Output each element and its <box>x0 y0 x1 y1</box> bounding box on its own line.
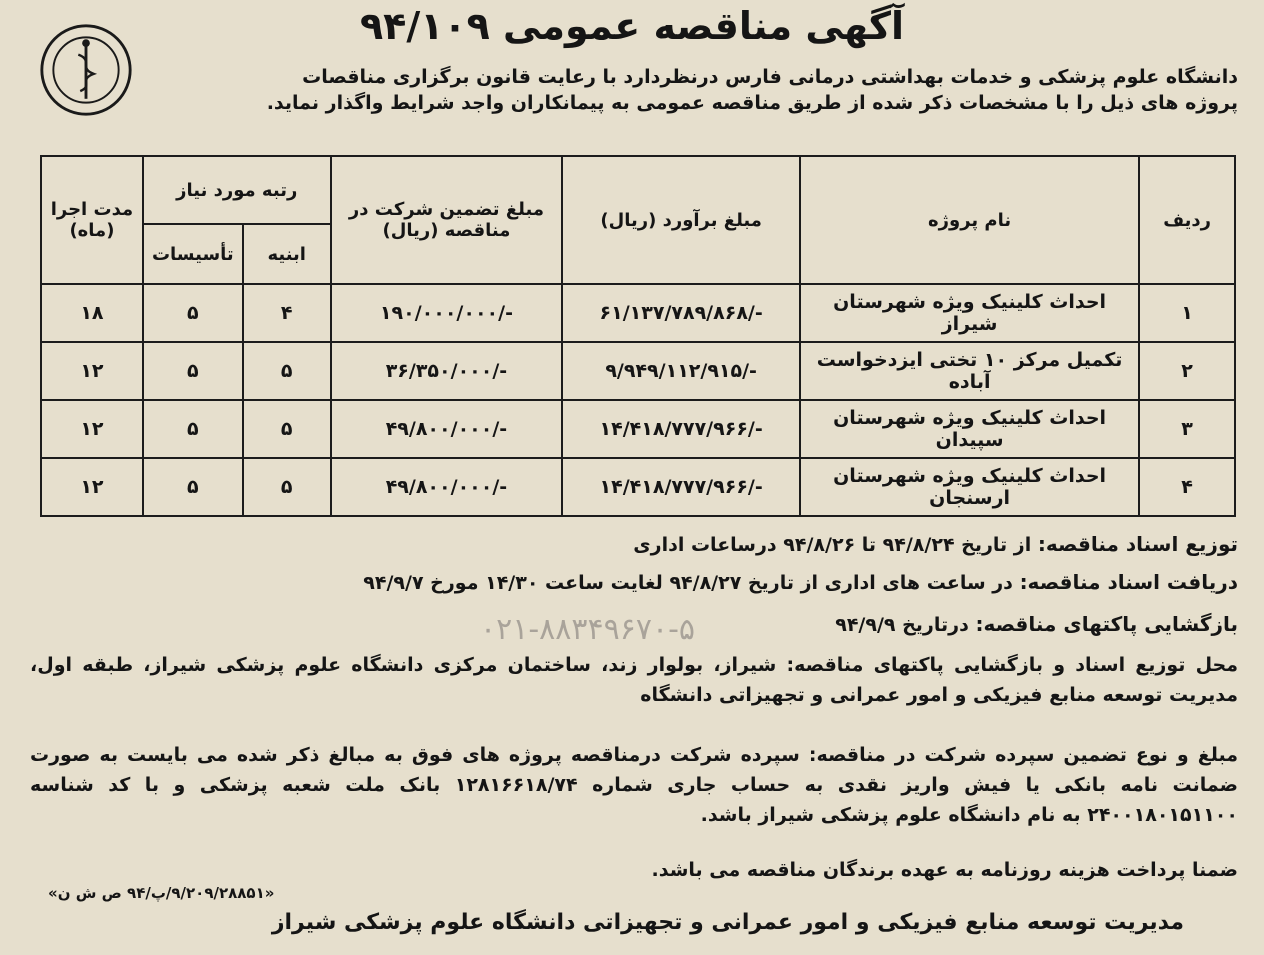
header-rank: رتبه مورد نیاز <box>143 156 331 224</box>
location-text-2: اول، مدیریت توسعه منابع فیزیکی و امور عمرانی و تجهیزاتی دانشگاه <box>30 654 1238 706</box>
location-paragraph <box>30 650 1238 710</box>
header-rank-building: ابنیه <box>243 224 331 284</box>
guarantee-amount: ۴۹/۸۰۰/۰۰۰/- <box>331 458 563 516</box>
project-name: احداث کلینیک ویژه شهرستان شیراز <box>800 284 1139 342</box>
project-name: تکمیل مرکز ۱۰ تختی ایزدخواست آباده <box>800 342 1139 400</box>
signature: مدیریت توسعه منابع فیزیکی و امور عمرانی و تجهیزاتی دانشگاه علوم پزشکی شیراز <box>271 910 1184 935</box>
distribution-text: از تاریخ ۹۴/۸/۲۴ تا ۹۴/۸/۲۶ درساعات اداری <box>633 534 1032 556</box>
duration-months: ۱۲ <box>41 400 143 458</box>
opening-label: بازگشایی پاکتهای مناقصه: <box>975 612 1238 636</box>
rank-facilities: ۵ <box>143 342 243 400</box>
intro-line-2: پروژه های ذیل را با مشخصات ذکر شده از طریق مناقصه عمومی به پیمانکاران واجد شرایط واگذار نماید. <box>266 92 1238 114</box>
header-duration: مدت اجرا (ماه) <box>41 156 143 284</box>
rank-building: ۵ <box>243 400 331 458</box>
rank-facilities: ۵ <box>143 284 243 342</box>
table-row <box>41 400 1235 458</box>
intro-line-1: دانشگاه علوم پزشکی و خدمات بهداشتی درمانی فارس درنظردارد با رعایت قانون برگزاری مناقصات <box>302 66 1238 88</box>
project-name: احداث کلینیک ویژه شهرستان سپیدان <box>800 400 1139 458</box>
duration-months: ۱۸ <box>41 284 143 342</box>
receipt-line <box>26 568 1238 597</box>
receipt-label: دریافت اسناد مناقصه: <box>1019 570 1238 594</box>
phone-number: ۰۲۱-۸۸۳۴۹۶۷۰-۵ <box>480 612 696 647</box>
guarantee-paragraph <box>30 740 1238 830</box>
header-project-name: نام پروژه <box>800 156 1139 284</box>
table-row <box>41 342 1235 400</box>
rank-building: ۵ <box>243 342 331 400</box>
rank-building: ۴ <box>243 284 331 342</box>
guarantee-amount: ۴۹/۸۰۰/۰۰۰/- <box>331 400 563 458</box>
receipt-text: در ساعت های اداری از تاریخ ۹۴/۸/۲۷ لغایت ساعت ۱۴/۳۰ مورخ ۹۴/۹/۷ <box>363 572 1013 594</box>
header-row-number: ردیف <box>1139 156 1235 284</box>
header-rank-facilities: تأسیسات <box>143 224 243 284</box>
rank-building: ۵ <box>243 458 331 516</box>
row-number: ۱ <box>1139 284 1235 342</box>
location-text-1: شیراز، بولوار زند، ساختمان مرکزی دانشگاه علوم پزشکی شیراز، طبقه <box>82 654 777 676</box>
guarantee-label: مبلغ و نوع تضمین سپرده شرکت در مناقصه: <box>808 744 1238 766</box>
rank-facilities: ۵ <box>143 400 243 458</box>
notice-title: آگهی مناقصه عمومی ۹۴/۱۰۹ <box>359 4 905 48</box>
table-row <box>41 458 1235 516</box>
row-number: ۳ <box>1139 400 1235 458</box>
cost-note: ضمنا پرداخت هزینه روزنامه به عهده برندگان مناقصه می باشد. <box>651 859 1238 881</box>
project-name: احداث کلینیک ویژه شهرستان ارسنجان <box>800 458 1139 516</box>
header-guarantee: مبلغ تضمین شرکت در مناقصه (ریال) <box>331 156 563 284</box>
guarantee-amount: ۱۹۰/۰۰۰/۰۰۰/- <box>331 284 563 342</box>
guarantee-text-2: به صورت ضمانت نامه بانکی یا فیش واریز نقدی به حساب جاری شماره ۱۲۸۱۶۶۱۸/۷۴ بانک ملت شعبه پزشکی و با <box>30 744 1238 796</box>
guarantee-text-3: کد شناسه ۲۴۰۰۱۸۰۱۵۱۱۰۰ به نام دانشگاه علوم پزشکی شیراز باشد. <box>30 774 1238 826</box>
distribution-label: توزیع اسناد مناقصه: <box>1037 532 1238 556</box>
location-label: محل توزیع اسناد و بازگشایی پاکتهای مناقصه: <box>786 654 1238 676</box>
estimate-amount: ۱۴/۴۱۸/۷۷۷/۹۶۶/- <box>562 400 800 458</box>
guarantee-amount: ۳۶/۳۵۰/۰۰۰/- <box>331 342 563 400</box>
guarantee-text-1: سپرده شرکت درمناقصه پروژه های فوق به مبالغ ذکر شده می بایست <box>127 744 800 766</box>
table-row <box>41 284 1235 342</box>
header-estimate: مبلغ برآورد (ریال) <box>562 156 800 284</box>
row-number: ۴ <box>1139 458 1235 516</box>
rank-facilities: ۵ <box>143 458 243 516</box>
estimate-amount: ۶۱/۱۳۷/۷۸۹/۸۶۸/- <box>562 284 800 342</box>
duration-months: ۱۲ <box>41 342 143 400</box>
estimate-amount: ۱۴/۴۱۸/۷۷۷/۹۶۶/- <box>562 458 800 516</box>
projects-table <box>40 155 1236 517</box>
distribution-line <box>26 530 1238 559</box>
row-number: ۲ <box>1139 342 1235 400</box>
estimate-amount: ۹/۹۴۹/۱۱۲/۹۱۵/- <box>562 342 800 400</box>
opening-text: درتاریخ ۹۴/۹/۹ <box>835 614 969 636</box>
reference-code: «۹/۲۰۹/۲۸۸۵۱/پ/۹۴ ص ش ن» <box>48 884 275 902</box>
duration-months: ۱۲ <box>41 458 143 516</box>
